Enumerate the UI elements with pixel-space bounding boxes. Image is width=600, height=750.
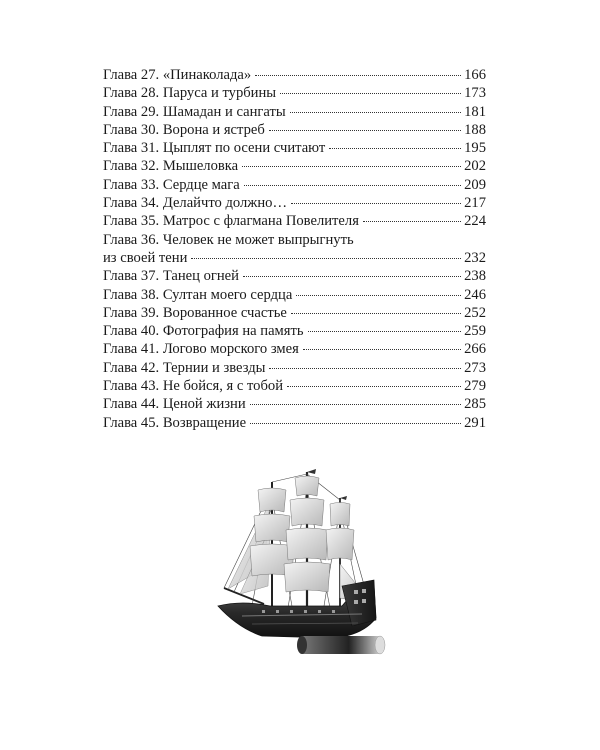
toc-entry-title: Глава 39. Ворованное счастье bbox=[103, 304, 287, 321]
toc-dot-leader bbox=[329, 147, 461, 149]
table-of-contents bbox=[103, 66, 486, 432]
toc-dot-leader bbox=[250, 422, 461, 424]
toc-entry-title: Глава 34. Делайчто должно… bbox=[103, 195, 288, 212]
toc-entry bbox=[103, 103, 486, 121]
toc-entry bbox=[103, 194, 486, 212]
sailing-ship-icon bbox=[212, 468, 388, 668]
toc-dot-leader bbox=[296, 294, 461, 296]
toc-entry bbox=[103, 249, 486, 267]
toc-entry-title: Глава 40. Фотография на память bbox=[103, 323, 304, 340]
toc-dot-leader bbox=[244, 184, 461, 186]
toc-entry-title: Глава 38. Султан моего сердца bbox=[103, 286, 293, 303]
toc-dot-leader bbox=[191, 257, 461, 259]
toc-entry bbox=[103, 176, 486, 194]
toc-entry bbox=[103, 212, 486, 230]
toc-entry-page: 209 bbox=[464, 176, 486, 193]
toc-dot-leader bbox=[308, 330, 462, 332]
toc-dot-leader bbox=[291, 202, 461, 204]
toc-dot-leader bbox=[269, 129, 461, 131]
toc-entry-title: Глава 28. Паруса и турбины bbox=[103, 85, 277, 102]
toc-entry-page: 173 bbox=[464, 85, 486, 102]
toc-entry-page: 188 bbox=[464, 121, 486, 138]
toc-dot-leader bbox=[243, 275, 461, 277]
toc-entry-title: Глава 29. Шамадан и сангаты bbox=[103, 103, 286, 120]
toc-entry-title: Глава 30. Ворона и ястреб bbox=[103, 121, 265, 138]
toc-entry-page: 246 bbox=[464, 286, 486, 303]
toc-entry-page: 238 bbox=[464, 268, 486, 285]
toc-entry bbox=[103, 84, 486, 102]
toc-entry-title-line1: Глава 36. Человек не может выпрыгнуть bbox=[103, 231, 354, 248]
toc-entry-title: Глава 27. «Пинаколада» bbox=[103, 67, 252, 83]
toc-entry bbox=[103, 139, 486, 157]
toc-entry bbox=[103, 286, 486, 304]
toc-entry-page: 195 bbox=[464, 140, 486, 157]
toc-dot-leader bbox=[363, 220, 461, 222]
toc-entry bbox=[103, 395, 486, 413]
toc-entry-title: Глава 43. Не бойся, я с тобой bbox=[103, 378, 283, 395]
toc-entry-title: Глава 31. Цыплят по осени считают bbox=[103, 140, 326, 157]
toc-entry-page: 252 bbox=[464, 304, 486, 321]
toc-dot-leader bbox=[287, 385, 461, 387]
toc-entry-title: Глава 35. Матрос с флагмана Повелителя bbox=[103, 213, 359, 230]
toc-entry-page: 291 bbox=[464, 414, 486, 431]
toc-entry-title: Глава 37. Танец огней bbox=[103, 268, 239, 285]
toc-entry-page: 285 bbox=[464, 396, 486, 413]
toc-entry-page: 232 bbox=[464, 249, 486, 266]
toc-entry bbox=[103, 359, 486, 377]
toc-entry bbox=[103, 66, 486, 84]
toc-dot-leader bbox=[255, 74, 461, 76]
toc-entry bbox=[103, 267, 486, 285]
toc-entry bbox=[103, 157, 486, 175]
toc-entry bbox=[103, 304, 486, 322]
toc-entry-page: 202 bbox=[464, 158, 486, 175]
toc-dot-leader bbox=[290, 111, 461, 113]
toc-entry-title: Глава 42. Тернии и звезды bbox=[103, 359, 266, 376]
toc-entry-page: 166 bbox=[464, 67, 486, 83]
toc-dot-leader bbox=[242, 165, 461, 167]
toc-entry-title: Глава 33. Сердце мага bbox=[103, 176, 240, 193]
toc-entry bbox=[103, 322, 486, 340]
toc-entry-page: 217 bbox=[464, 195, 486, 212]
toc-dot-leader bbox=[280, 92, 461, 94]
toc-entry-title: Глава 44. Ценой жизни bbox=[103, 396, 246, 413]
toc-entry-title: Глава 41. Логово морского змея bbox=[103, 341, 299, 358]
toc-dot-leader bbox=[250, 403, 461, 405]
toc-dot-leader bbox=[291, 312, 461, 314]
toc-entry-page: 181 bbox=[464, 103, 486, 120]
toc-entry bbox=[103, 377, 486, 395]
toc-entry-page: 224 bbox=[464, 213, 486, 230]
toc-entry-page: 259 bbox=[464, 323, 486, 340]
toc-entry bbox=[103, 340, 486, 358]
toc-entry-page: 266 bbox=[464, 341, 486, 358]
toc-dot-leader bbox=[269, 367, 461, 369]
toc-entry-page: 279 bbox=[464, 378, 486, 395]
toc-entry bbox=[103, 121, 486, 139]
toc-entry-title: Глава 45. Возвращение bbox=[103, 414, 247, 431]
toc-entry-title: из своей тени bbox=[103, 249, 188, 266]
toc-entry-page: 273 bbox=[464, 359, 486, 376]
toc-entry-title: Глава 32. Мышеловка bbox=[103, 158, 239, 175]
toc-dot-leader bbox=[303, 348, 461, 350]
toc-entry bbox=[103, 414, 486, 432]
